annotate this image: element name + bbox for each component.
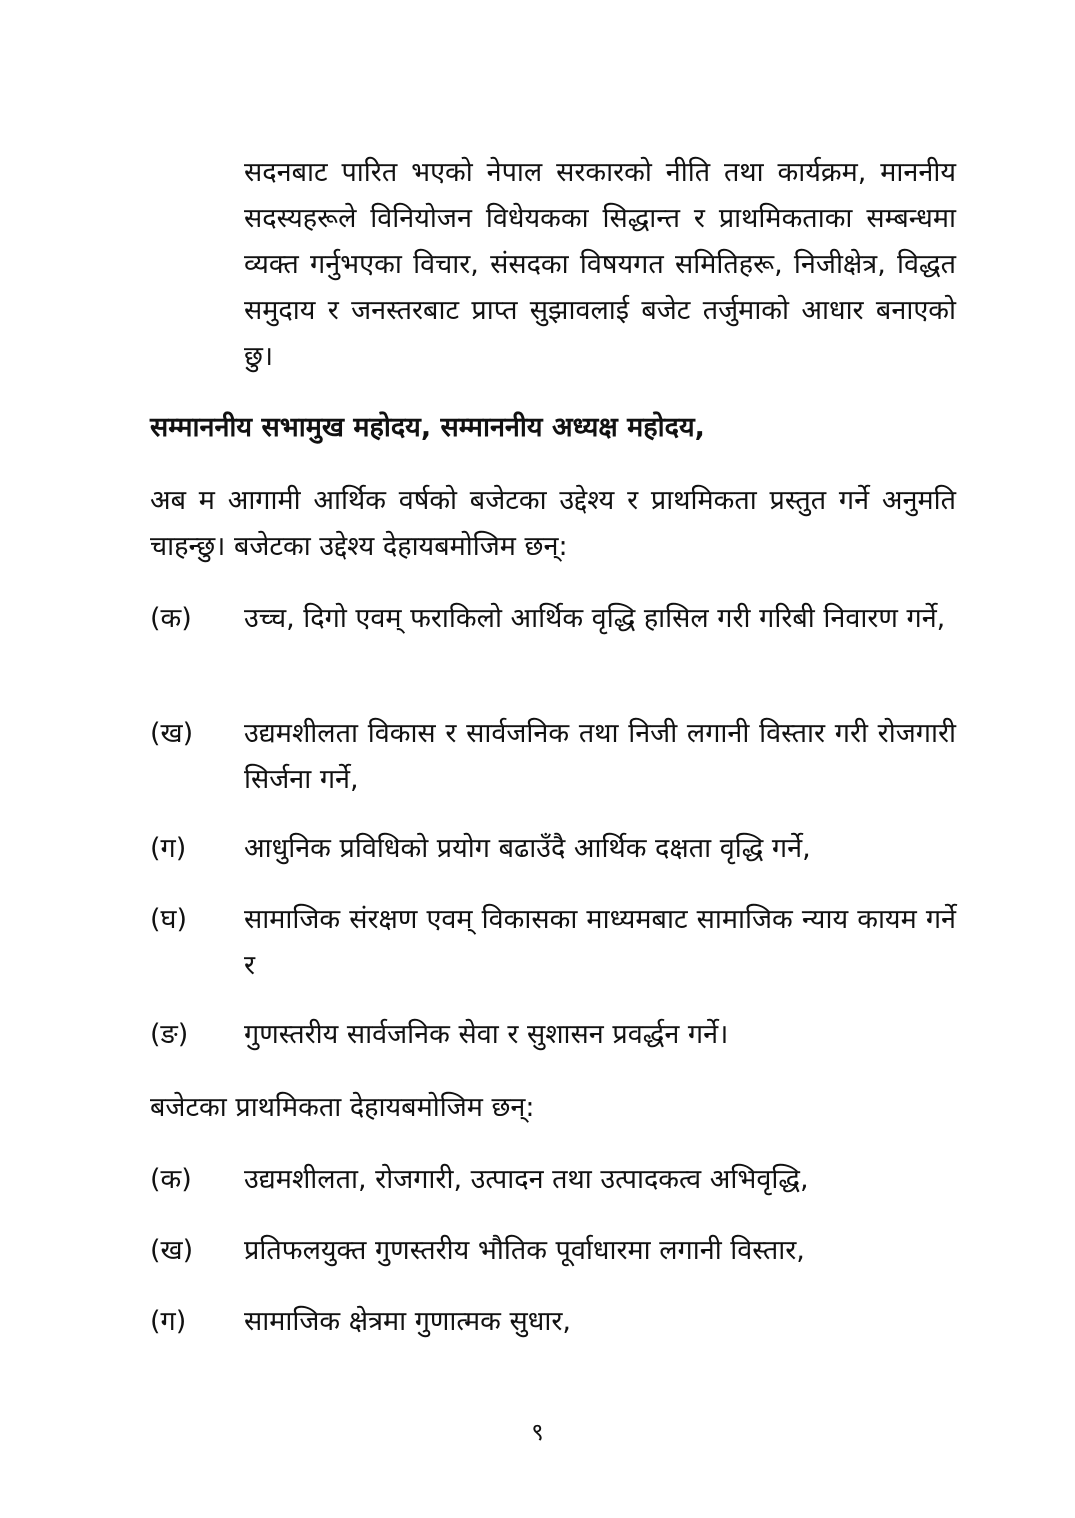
objective-text: सामाजिक संरक्षण एवम् विकासका माध्यमबाट सामाजिक न्याय कायम गर्ने र: [244, 904, 956, 981]
objectives-lead-paragraph: अब म आगामी आर्थिक वर्षको बजेटका उद्देश्य र प्राथमिकता प्रस्तुत गर्ने अनुमति चाहन्छु। बजेटका उद्देश्य देहायबमोजिम छन्:: [150, 485, 956, 562]
objective-marker: (ख): [150, 718, 194, 749]
objective-marker: (क): [150, 603, 192, 634]
page-number: ९: [531, 1418, 544, 1446]
intro-paragraph: सदनबाट पारित भएको नेपाल सरकारको नीति तथा कार्यक्रम, माननीय सदस्यहरूले विनियोजन विधेयकका सिद्धान्त र प्राथमिकताका सम्बन्धमा व्यक्त गर्नुभएका विचार, संसदका विषयगत समितिहरू, निजीक्षेत्र, विद्धत समुदाय र जनस्तरबाट प्राप्त सुझावलाई बजेट तर्जुमाको आधार बनाएको छु।: [244, 157, 956, 372]
priority-marker: (ख): [150, 1235, 194, 1266]
priority-marker: (ग): [150, 1306, 187, 1337]
priority-text: सामाजिक क्षेत्रमा गुणात्मक सुधार,: [244, 1306, 571, 1337]
priority-text: उद्यमशीलता, रोजगारी, उत्पादन तथा उत्पादकत्व अभिवृद्धि,: [244, 1164, 809, 1195]
priority-text: प्रतिफलयुक्त गुणस्तरीय भौतिक पूर्वाधारमा लगानी विस्तार,: [244, 1235, 805, 1266]
objective-marker: (ग): [150, 833, 187, 864]
objective-marker: (ङ): [150, 1019, 189, 1050]
priorities-lead-paragraph: बजेटका प्राथमिकता देहायबमोजिम छन्:: [150, 1092, 535, 1123]
salutation-heading: सम्माननीय सभामुख महोदय, सम्माननीय अध्यक्ष महोदय,: [150, 412, 705, 443]
objective-text: उच्च, दिगो एवम् फराकिलो आर्थिक वृद्धि हासिल गरी गरिबी निवारण गर्ने,: [244, 603, 946, 634]
objective-text: गुणस्तरीय सार्वजनिक सेवा र सुशासन प्रवर्द्धन गर्ने।: [244, 1019, 729, 1050]
objective-marker: (घ): [150, 904, 188, 935]
priority-marker: (क): [150, 1164, 192, 1195]
objective-text: उद्यमशीलता विकास र सार्वजनिक तथा निजी लगानी विस्तार गरी रोजगारी सिर्जना गर्ने,: [244, 718, 956, 795]
objective-text: आधुनिक प्रविधिको प्रयोग बढाउँदै आर्थिक दक्षता वृद्धि गर्ने,: [244, 833, 811, 864]
